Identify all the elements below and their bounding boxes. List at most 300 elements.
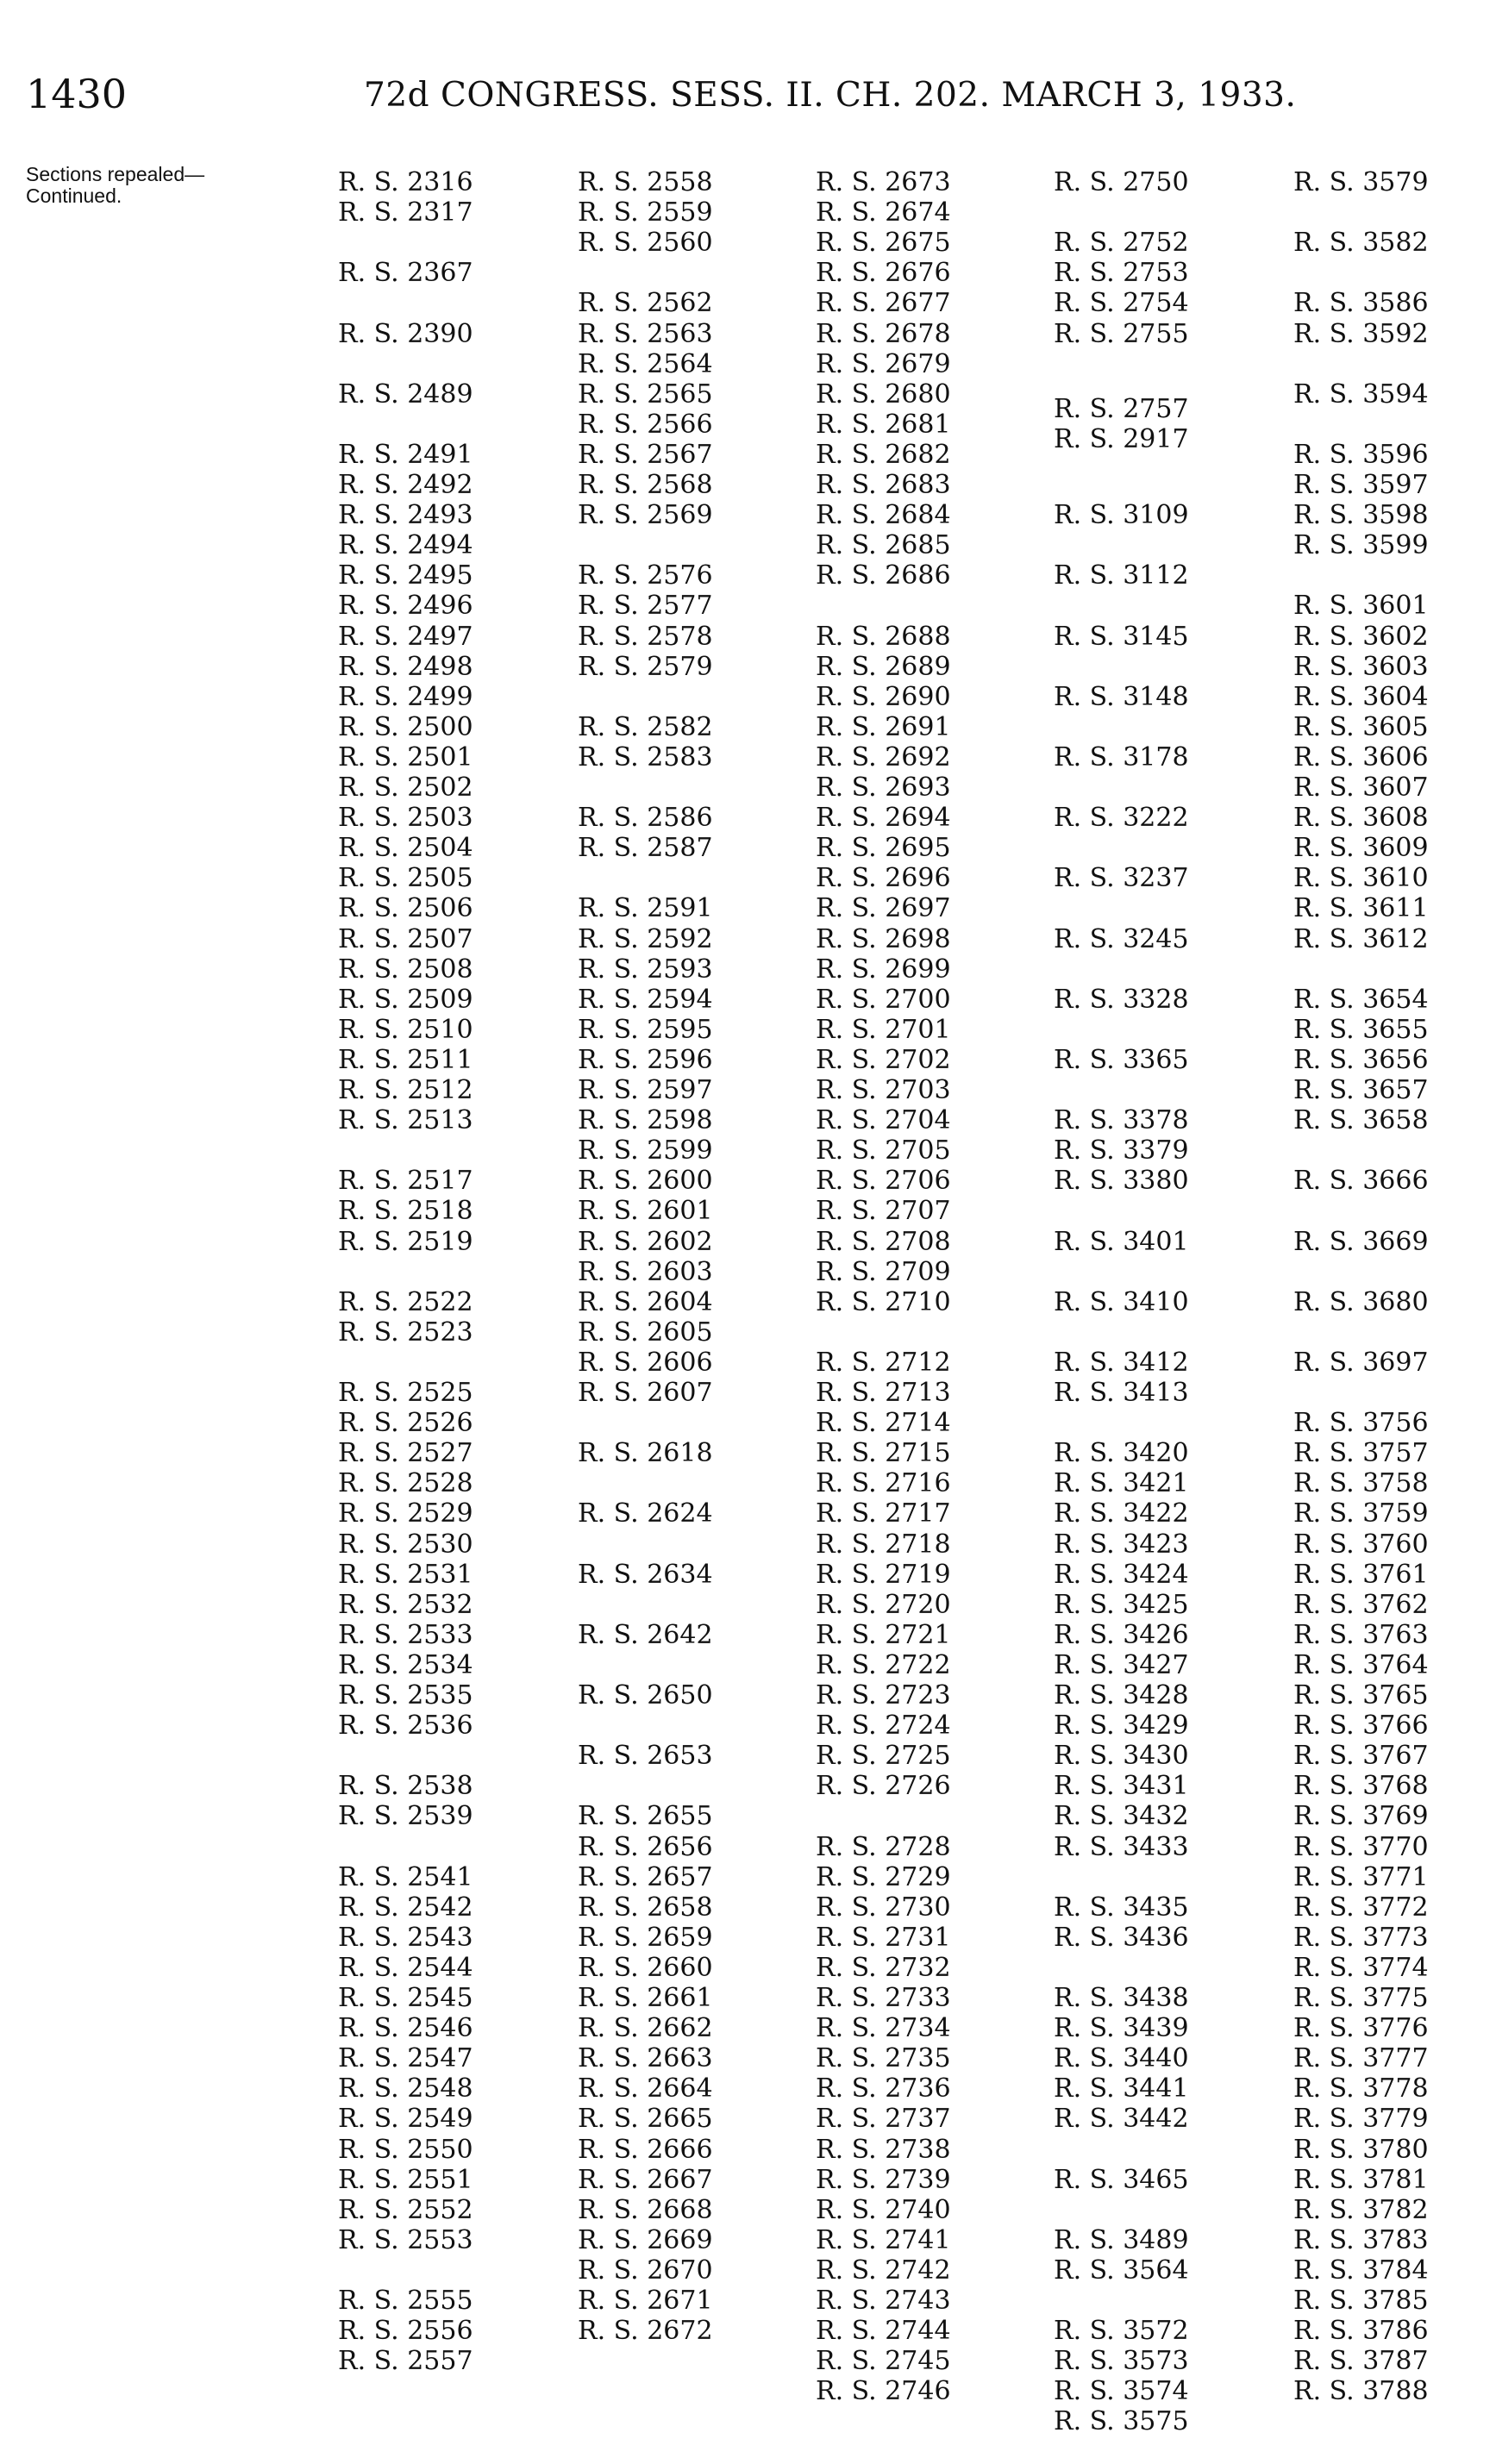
section-ref: R. S. 2565: [578, 378, 713, 410]
section-ref: R. S. 2754: [1054, 288, 1189, 319]
section-ref: R. S. 3401: [1054, 1226, 1189, 1257]
section-ref: R. S. 2698: [816, 923, 951, 954]
section-ref: R. S. 2506: [338, 893, 473, 924]
section-ref: R. S. 2676: [816, 258, 951, 289]
section-ref: R. S. 2642: [578, 1619, 713, 1650]
margin-note-line-2: Continued.: [26, 184, 122, 207]
section-ref: R. S. 2659: [578, 1922, 713, 1953]
section-ref: R. S. 3597: [1293, 470, 1429, 500]
section-ref: R. S. 3657: [1293, 1075, 1429, 1105]
section-ref: R. S. 2703: [816, 1075, 951, 1105]
section-ref: R. S. 2679: [816, 348, 951, 379]
section-ref: R. S. 2599: [578, 1135, 713, 1166]
section-ref: R. S. 3426: [1054, 1619, 1189, 1650]
section-ref: R. S. 2505: [338, 863, 473, 894]
section-ref: R. S. 3438: [1054, 1983, 1189, 2013]
section-ref: R. S. 2578: [578, 621, 713, 652]
section-ref: R. S. 2741: [816, 2224, 951, 2255]
section-ref: R. S. 3612: [1293, 923, 1429, 954]
section-ref: R. S. 3611: [1293, 893, 1429, 924]
section-ref: R. S. 2653: [578, 1741, 713, 1772]
section-ref: R. S. 2602: [578, 1226, 713, 1257]
section-ref: R. S. 3413: [1054, 1378, 1189, 1408]
section-ref: R. S. 3786: [1293, 2316, 1429, 2347]
section-ref: R. S. 2678: [816, 318, 951, 349]
section-ref: R. S. 3425: [1054, 1589, 1189, 1620]
section-ref: R. S. 3782: [1293, 2194, 1429, 2225]
section-ref: R. S. 2723: [816, 1680, 951, 1710]
section-ref: R. S. 3787: [1293, 2346, 1429, 2377]
section-ref: R. S. 2736: [816, 2073, 951, 2104]
page-number: 1430: [26, 71, 128, 117]
section-ref: R. S. 2693: [816, 772, 951, 803]
section-ref: R. S. 2663: [578, 2043, 713, 2074]
section-ref: R. S. 2715: [816, 1438, 951, 1469]
section-ref: R. S. 3772: [1293, 1892, 1429, 1923]
section-ref: R. S. 2673: [816, 167, 951, 197]
margin-note-line-1: Sections repealed—: [26, 163, 205, 185]
section-ref: R. S. 2655: [578, 1801, 713, 1832]
section-ref: R. S. 3422: [1054, 1498, 1189, 1529]
section-ref: R. S. 2546: [338, 2013, 473, 2044]
section-ref: R. S. 3767: [1293, 1741, 1429, 1772]
section-ref: R. S. 2682: [816, 439, 951, 470]
section-ref: R. S. 2509: [338, 984, 473, 1015]
section-ref: R. S. 3574: [1054, 2376, 1189, 2407]
section-ref: R. S. 2604: [578, 1286, 713, 1317]
section-ref: R. S. 2714: [816, 1408, 951, 1439]
section-ref: R. S. 3328: [1054, 984, 1189, 1015]
section-ref: R. S. 2677: [816, 288, 951, 319]
section-ref: R. S. 2739: [816, 2164, 951, 2195]
section-ref: R. S. 3775: [1293, 1983, 1429, 2013]
section-ref: R. S. 2709: [816, 1256, 951, 1287]
section-ref: R. S. 3594: [1293, 378, 1429, 410]
section-ref: R. S. 3610: [1293, 863, 1429, 894]
section-ref: R. S. 2499: [338, 681, 473, 712]
section-ref: R. S. 2594: [578, 984, 713, 1015]
section-ref: R. S. 3608: [1293, 803, 1429, 834]
section-ref: R. S. 3489: [1054, 2224, 1189, 2255]
section-ref: R. S. 3656: [1293, 1044, 1429, 1075]
section-ref: R. S. 2542: [338, 1892, 473, 1923]
section-ref: R. S. 3658: [1293, 1105, 1429, 1136]
section-ref: R. S. 3380: [1054, 1166, 1189, 1197]
section-ref: R. S. 2504: [338, 833, 473, 864]
section-ref: R. S. 3379: [1054, 1135, 1189, 1166]
section-ref: R. S. 2525: [338, 1378, 473, 1408]
section-ref: R. S. 3412: [1054, 1347, 1189, 1378]
section-ref: R. S. 3680: [1293, 1286, 1429, 1317]
section-ref: R. S. 2750: [1054, 167, 1189, 197]
section-ref: R. S. 2600: [578, 1166, 713, 1197]
section-ref: R. S. 3439: [1054, 2013, 1189, 2044]
section-ref: R. S. 3758: [1293, 1468, 1429, 1499]
section-ref: R. S. 2742: [816, 2254, 951, 2286]
section-ref: R. S. 2667: [578, 2164, 713, 2195]
section-ref: R. S. 3575: [1054, 2406, 1189, 2437]
section-ref: R. S. 2527: [338, 1438, 473, 1469]
section-ref: R. S. 3774: [1293, 1952, 1429, 1983]
section-ref: R. S. 2519: [338, 1226, 473, 1257]
section-ref: R. S. 3765: [1293, 1680, 1429, 1710]
section-ref: R. S. 3579: [1293, 167, 1429, 197]
section-ref: R. S. 2732: [816, 1952, 951, 1983]
section-ref: R. S. 2692: [816, 741, 951, 772]
section-ref: R. S. 2706: [816, 1166, 951, 1197]
section-ref: R. S. 3410: [1054, 1286, 1189, 1317]
section-ref: R. S. 3436: [1054, 1922, 1189, 1953]
section-ref: R. S. 2917: [1054, 424, 1189, 455]
section-ref: R. S. 2563: [578, 318, 713, 349]
section-ref: R. S. 3428: [1054, 1680, 1189, 1710]
section-ref: R. S. 3773: [1293, 1922, 1429, 1953]
section-ref: R. S. 3697: [1293, 1347, 1429, 1378]
section-ref: R. S. 2738: [816, 2134, 951, 2165]
section-ref: R. S. 3237: [1054, 863, 1189, 894]
section-ref: R. S. 3465: [1054, 2164, 1189, 2195]
section-ref: R. S. 2721: [816, 1619, 951, 1650]
section-ref: R. S. 2740: [816, 2194, 951, 2225]
section-ref: R. S. 3780: [1293, 2134, 1429, 2165]
section-ref: R. S. 3440: [1054, 2043, 1189, 2074]
section-ref: R. S. 2316: [338, 167, 473, 197]
section-ref: R. S. 2564: [578, 348, 713, 379]
section-ref: R. S. 2534: [338, 1649, 473, 1680]
section-ref: R. S. 2744: [816, 2316, 951, 2347]
section-ref: R. S. 3666: [1293, 1166, 1429, 1197]
section-ref: R. S. 2553: [338, 2224, 473, 2255]
section-ref: R. S. 2681: [816, 409, 951, 440]
section-ref: R. S. 2512: [338, 1075, 473, 1105]
section-ref: R. S. 2576: [578, 560, 713, 591]
section-ref: R. S. 3148: [1054, 681, 1189, 712]
section-ref: R. S. 2717: [816, 1498, 951, 1529]
section-ref: R. S. 3788: [1293, 2376, 1429, 2407]
section-ref: R. S. 2660: [578, 1952, 713, 1983]
section-ref: R. S. 2720: [816, 1589, 951, 1620]
section-ref: R. S. 2501: [338, 741, 473, 772]
section-ref: R. S. 2492: [338, 470, 473, 500]
section-ref: R. S. 2707: [816, 1196, 951, 1227]
section-ref: R. S. 3776: [1293, 2013, 1429, 2044]
section-ref: R. S. 3768: [1293, 1771, 1429, 1802]
section-ref: R. S. 3602: [1293, 621, 1429, 652]
section-ref: R. S. 3178: [1054, 741, 1189, 772]
section-ref: R. S. 2696: [816, 863, 951, 894]
section-ref: R. S. 2528: [338, 1468, 473, 1499]
section-ref: R. S. 2390: [338, 318, 473, 349]
section-ref: R. S. 2725: [816, 1741, 951, 1772]
section-ref: R. S. 2733: [816, 1983, 951, 2013]
section-ref: R. S. 3596: [1293, 439, 1429, 470]
section-ref: R. S. 2716: [816, 1468, 951, 1499]
section-ref: R. S. 2577: [578, 591, 713, 622]
section-ref: R. S. 2671: [578, 2286, 713, 2316]
section-ref: R. S. 2661: [578, 1983, 713, 2013]
section-ref: R. S. 2674: [816, 197, 951, 228]
section-ref: R. S. 2713: [816, 1378, 951, 1408]
section-ref: R. S. 2686: [816, 560, 951, 591]
section-ref: R. S. 3586: [1293, 288, 1429, 319]
section-ref: R. S. 2704: [816, 1105, 951, 1136]
page-header: [26, 71, 1457, 131]
section-ref: R. S. 3764: [1293, 1649, 1429, 1680]
section-ref: R. S. 2718: [816, 1529, 951, 1560]
section-ref: R. S. 2531: [338, 1559, 473, 1590]
section-ref: R. S. 2606: [578, 1347, 713, 1378]
section-ref: R. S. 2664: [578, 2073, 713, 2104]
section-ref: R. S. 2568: [578, 470, 713, 500]
section-ref: R. S. 2582: [578, 711, 713, 742]
section-ref: R. S. 3564: [1054, 2254, 1189, 2286]
section-ref: R. S. 3783: [1293, 2224, 1429, 2255]
section-ref: R. S. 2539: [338, 1801, 473, 1832]
section-ref: R. S. 3785: [1293, 2286, 1429, 2316]
section-ref: R. S. 2494: [338, 530, 473, 561]
section-ref: R. S. 2745: [816, 2346, 951, 2377]
section-ref: R. S. 3431: [1054, 1771, 1189, 1802]
section-ref: R. S. 2497: [338, 621, 473, 652]
section-ref: R. S. 3603: [1293, 651, 1429, 682]
section-ref: R. S. 3778: [1293, 2073, 1429, 2104]
section-ref: R. S. 2662: [578, 2013, 713, 2044]
section-ref: R. S. 2675: [816, 228, 951, 259]
section-ref: R. S. 2597: [578, 1075, 713, 1105]
section-ref: R. S. 2729: [816, 1861, 951, 1892]
section-ref: R. S. 2746: [816, 2376, 951, 2407]
section-ref: R. S. 2702: [816, 1044, 951, 1075]
section-ref: R. S. 2513: [338, 1105, 473, 1136]
section-ref: R. S. 3756: [1293, 1408, 1429, 1439]
section-ref: R. S. 2545: [338, 1983, 473, 2013]
section-ref: R. S. 2657: [578, 1861, 713, 1892]
section-ref: R. S. 3763: [1293, 1619, 1429, 1650]
section-ref: R. S. 3781: [1293, 2164, 1429, 2195]
section-ref: R. S. 2699: [816, 954, 951, 985]
section-ref: R. S. 2367: [338, 258, 473, 289]
section-ref: R. S. 3582: [1293, 228, 1429, 259]
section-ref: R. S. 2555: [338, 2286, 473, 2316]
section-ref: R. S. 2556: [338, 2316, 473, 2347]
section-ref: R. S. 2522: [338, 1286, 473, 1317]
section-ref: R. S. 2530: [338, 1529, 473, 1560]
running-head: 72d CONGRESS. SESS. II. CH. 202. MARCH 3, 1933.: [364, 76, 1297, 115]
section-ref: R. S. 2593: [578, 954, 713, 985]
section-ref: R. S. 3423: [1054, 1529, 1189, 1560]
section-ref: R. S. 2734: [816, 2013, 951, 2044]
section-ref: R. S. 3769: [1293, 1801, 1429, 1832]
section-ref: R. S. 2552: [338, 2194, 473, 2225]
section-ref: R. S. 2544: [338, 1952, 473, 1983]
section-ref: R. S. 2595: [578, 1014, 713, 1045]
section-ref: R. S. 3433: [1054, 1831, 1189, 1862]
section-ref: R. S. 2757: [1054, 394, 1189, 425]
section-ref: R. S. 2508: [338, 954, 473, 985]
section-ref: R. S. 2684: [816, 500, 951, 531]
section-ref: R. S. 2603: [578, 1256, 713, 1287]
section-ref: R. S. 3442: [1054, 2104, 1189, 2135]
section-ref: R. S. 3421: [1054, 1468, 1189, 1499]
section-ref: R. S. 3245: [1054, 923, 1189, 954]
section-ref: R. S. 2755: [1054, 318, 1189, 349]
section-ref: R. S. 3759: [1293, 1498, 1429, 1529]
section-ref: R. S. 3766: [1293, 1710, 1429, 1742]
section-ref: R. S. 2728: [816, 1831, 951, 1862]
section-ref: R. S. 3435: [1054, 1892, 1189, 1923]
section-ref: R. S. 2536: [338, 1710, 473, 1742]
section-ref: R. S. 3609: [1293, 833, 1429, 864]
section-ref: R. S. 3761: [1293, 1559, 1429, 1590]
section-ref: R. S. 2596: [578, 1044, 713, 1075]
section-ref: R. S. 2690: [816, 681, 951, 712]
section-ref: R. S. 2317: [338, 197, 473, 228]
section-ref: R. S. 2605: [578, 1316, 713, 1348]
section-ref: R. S. 2712: [816, 1347, 951, 1378]
section-ref: R. S. 2549: [338, 2104, 473, 2135]
section-ref: R. S. 3760: [1293, 1529, 1429, 1560]
section-ref: R. S. 2753: [1054, 258, 1189, 289]
section-ref: R. S. 2541: [338, 1861, 473, 1892]
section-ref: R. S. 2569: [578, 500, 713, 531]
section-ref: R. S. 2634: [578, 1559, 713, 1590]
section-ref: R. S. 3572: [1054, 2316, 1189, 2347]
section-ref: R. S. 2688: [816, 621, 951, 652]
section-ref: R. S. 2672: [578, 2316, 713, 2347]
section-ref: R. S. 2666: [578, 2134, 713, 2165]
section-ref: R. S. 3777: [1293, 2043, 1429, 2074]
section-ref: R. S. 2689: [816, 651, 951, 682]
section-ref: R. S. 2491: [338, 439, 473, 470]
section-ref: R. S. 3606: [1293, 741, 1429, 772]
section-ref: R. S. 3598: [1293, 500, 1429, 531]
section-ref: R. S. 2557: [338, 2346, 473, 2377]
section-ref: R. S. 3145: [1054, 621, 1189, 652]
section-ref: R. S. 3771: [1293, 1861, 1429, 1892]
section-ref: R. S. 3441: [1054, 2073, 1189, 2104]
section-ref: R. S. 2560: [578, 228, 713, 259]
section-ref: R. S. 2731: [816, 1922, 951, 1953]
section-ref: R. S. 2735: [816, 2043, 951, 2074]
section-ref: R. S. 2543: [338, 1922, 473, 1953]
section-ref: R. S. 3424: [1054, 1559, 1189, 1590]
section-ref: R. S. 2587: [578, 833, 713, 864]
section-ref: R. S. 2551: [338, 2164, 473, 2195]
section-ref: R. S. 2705: [816, 1135, 951, 1166]
section-ref: R. S. 3604: [1293, 681, 1429, 712]
section-ref: R. S. 2591: [578, 893, 713, 924]
section-ref: R. S. 3654: [1293, 984, 1429, 1015]
section-ref: R. S. 2523: [338, 1316, 473, 1348]
section-ref: R. S. 2737: [816, 2104, 951, 2135]
section-ref: R. S. 3222: [1054, 803, 1189, 834]
section-ref: R. S. 2719: [816, 1559, 951, 1590]
section-ref: R. S. 2665: [578, 2104, 713, 2135]
section-ref: R. S. 2683: [816, 470, 951, 500]
section-ref: R. S. 2592: [578, 923, 713, 954]
section-ref: R. S. 2529: [338, 1498, 473, 1529]
section-ref: R. S. 2669: [578, 2224, 713, 2255]
section-ref: R. S. 2694: [816, 803, 951, 834]
section-ref: R. S. 2567: [578, 439, 713, 470]
section-ref: R. S. 2559: [578, 197, 713, 228]
section-ref: R. S. 2517: [338, 1166, 473, 1197]
section-ref: R. S. 2685: [816, 530, 951, 561]
section-ref: R. S. 2695: [816, 833, 951, 864]
section-ref: R. S. 3762: [1293, 1589, 1429, 1620]
section-ref: R. S. 2730: [816, 1892, 951, 1923]
section-ref: R. S. 2726: [816, 1771, 951, 1802]
section-ref: R. S. 3432: [1054, 1801, 1189, 1832]
section-ref: R. S. 3784: [1293, 2254, 1429, 2286]
section-ref: R. S. 3365: [1054, 1044, 1189, 1075]
section-ref: R. S. 2650: [578, 1680, 713, 1710]
section-ref: R. S. 2743: [816, 2286, 951, 2316]
section-ref: R. S. 2724: [816, 1710, 951, 1742]
section-ref: R. S. 3109: [1054, 500, 1189, 531]
section-ref: R. S. 3599: [1293, 530, 1429, 561]
section-ref: R. S. 3378: [1054, 1105, 1189, 1136]
section-ref: R. S. 2752: [1054, 228, 1189, 259]
section-ref: R. S. 2668: [578, 2194, 713, 2225]
section-ref: R. S. 2701: [816, 1014, 951, 1045]
section-ref: R. S. 2498: [338, 651, 473, 682]
section-ref: R. S. 2607: [578, 1378, 713, 1408]
section-ref: R. S. 2670: [578, 2254, 713, 2286]
section-ref: R. S. 3605: [1293, 711, 1429, 742]
section-ref: R. S. 2680: [816, 378, 951, 410]
section-ref: R. S. 2558: [578, 167, 713, 197]
section-ref: R. S. 2658: [578, 1892, 713, 1923]
section-ref: R. S. 3112: [1054, 560, 1189, 591]
section-ref: R. S. 2510: [338, 1014, 473, 1045]
section-ref: R. S. 2547: [338, 2043, 473, 2074]
section-ref: R. S. 2533: [338, 1619, 473, 1650]
section-ref: R. S. 2507: [338, 923, 473, 954]
section-ref: R. S. 2538: [338, 1771, 473, 1802]
section-ref: R. S. 2535: [338, 1680, 473, 1710]
section-ref: R. S. 2493: [338, 500, 473, 531]
section-ref: R. S. 3573: [1054, 2346, 1189, 2377]
section-ref: R. S. 2656: [578, 1831, 713, 1862]
section-ref: R. S. 2722: [816, 1649, 951, 1680]
section-ref: R. S. 3757: [1293, 1438, 1429, 1469]
section-ref: R. S. 3429: [1054, 1710, 1189, 1742]
section-ref: R. S. 2586: [578, 803, 713, 834]
section-ref: R. S. 3592: [1293, 318, 1429, 349]
section-ref: R. S. 2708: [816, 1226, 951, 1257]
section-ref: R. S. 3430: [1054, 1741, 1189, 1772]
section-ref: R. S. 2496: [338, 591, 473, 622]
section-ref: R. S. 2691: [816, 711, 951, 742]
section-ref: R. S. 2502: [338, 772, 473, 803]
section-ref: R. S. 2618: [578, 1438, 713, 1469]
section-ref: R. S. 2526: [338, 1408, 473, 1439]
section-ref: R. S. 3669: [1293, 1226, 1429, 1257]
section-ref: R. S. 3420: [1054, 1438, 1189, 1469]
section-ref: R. S. 3427: [1054, 1649, 1189, 1680]
section-ref: R. S. 2579: [578, 651, 713, 682]
section-ref: R. S. 3779: [1293, 2104, 1429, 2135]
section-ref: R. S. 2548: [338, 2073, 473, 2104]
section-ref: R. S. 3655: [1293, 1014, 1429, 1045]
section-ref: R. S. 2710: [816, 1286, 951, 1317]
section-ref: R. S. 2503: [338, 803, 473, 834]
section-ref: R. S. 2489: [338, 378, 473, 410]
section-ref: R. S. 2700: [816, 984, 951, 1015]
section-ref: R. S. 2511: [338, 1044, 473, 1075]
section-ref: R. S. 2583: [578, 741, 713, 772]
